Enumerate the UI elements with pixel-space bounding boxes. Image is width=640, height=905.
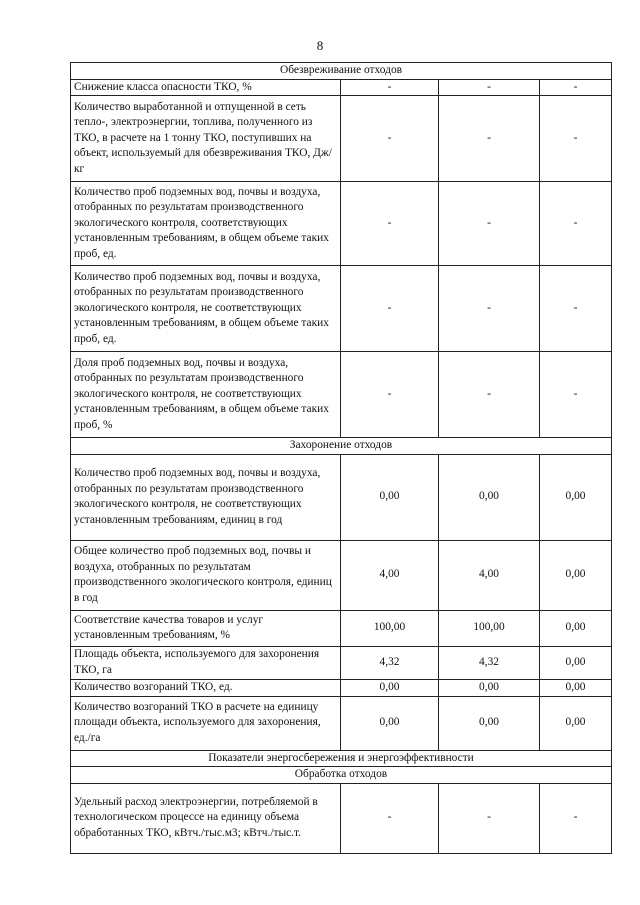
page-number: 8 (316, 38, 324, 53)
value-cell: - (439, 783, 540, 853)
value-cell: 0,00 (439, 454, 540, 540)
value-cell: - (341, 783, 439, 853)
table-row (71, 352, 612, 438)
section-header-row (71, 767, 612, 784)
table-row (71, 454, 612, 540)
value-cell: 0,00 (341, 696, 439, 750)
value-cell: - (439, 182, 540, 266)
table-row (71, 610, 612, 646)
indicator-label: Общее количество проб подземных вод, почвы и воздуха, отобранных по результатам производственного экологического контроля, единиц в год (71, 540, 341, 610)
indicator-label: Соответствие качества товаров и услуг установленным требованиям, % (71, 610, 341, 646)
value-cell: 0,00 (540, 540, 612, 610)
indicator-label: Количество проб подземных вод, почвы и воздуха, отобранных по результатам производственного экологического контроля, не соответствующих установленным требованиям, в общем объеме таких проб, ед. (71, 266, 341, 352)
value-cell: - (341, 352, 439, 438)
value-cell: - (439, 96, 540, 182)
value-cell: 100,00 (341, 610, 439, 646)
value-cell: 4,32 (439, 646, 540, 679)
value-cell: - (540, 79, 612, 96)
value-cell: - (540, 783, 612, 853)
value-cell: - (439, 352, 540, 438)
indicator-label: Площадь объекта, используемого для захоронения ТКО, га (71, 646, 341, 679)
value-cell: - (439, 266, 540, 352)
value-cell: - (540, 96, 612, 182)
indicator-label: Количество выработанной и отпущенной в сеть тепло-, электроэнергии, топлива, полученного из ТКО, в расчете на 1 тонну ТКО, поступивших на объект, используемый для обезвреживания ТКО, Дж/кг (71, 96, 341, 182)
table-row (71, 783, 612, 853)
section-title: Захоронение отходов (71, 438, 612, 455)
indicator-label: Количество возгораний ТКО в расчете на единицу площади объекта, используемого для захоронения, ед./га (71, 696, 341, 750)
indicator-label: Количество проб подземных вод, почвы и воздуха, отобранных по результатам производственного экологического контроля, не соответствующих установленным требованиям, единиц в год (71, 454, 341, 540)
value-cell: - (341, 96, 439, 182)
value-cell: 0,00 (341, 679, 439, 696)
value-cell: - (341, 182, 439, 266)
value-cell: 4,00 (341, 540, 439, 610)
indicator-label: Количество проб подземных вод, почвы и воздуха, отобранных по результатам производственного экологического контроля, соответствующих установленным требованиям, в общем объеме таких проб, ед. (71, 182, 341, 266)
value-cell: 0,00 (341, 454, 439, 540)
table-row (71, 646, 612, 679)
section-header-row (71, 750, 612, 767)
table-row (71, 96, 612, 182)
table-row (71, 79, 612, 96)
table-row (71, 266, 612, 352)
value-cell: 100,00 (439, 610, 540, 646)
table-row (71, 540, 612, 610)
value-cell: - (341, 266, 439, 352)
indicators-table (70, 62, 612, 854)
value-cell: 0,00 (540, 454, 612, 540)
indicator-label: Удельный расход электроэнергии, потребляемой в технологическом процессе на единицу объема обработанных ТКО, кВтч./тыс.м3; кВтч./тыс.т. (71, 783, 341, 853)
table-row (71, 696, 612, 750)
value-cell: 0,00 (439, 679, 540, 696)
table-row (71, 182, 612, 266)
section-header-row (71, 438, 612, 455)
value-cell: 0,00 (540, 646, 612, 679)
value-cell: - (540, 352, 612, 438)
value-cell: 0,00 (540, 679, 612, 696)
value-cell: 0,00 (540, 610, 612, 646)
value-cell: 0,00 (540, 696, 612, 750)
section-header-row (71, 63, 612, 80)
value-cell: - (540, 266, 612, 352)
value-cell: - (540, 182, 612, 266)
value-cell: - (341, 79, 439, 96)
value-cell: 0,00 (439, 696, 540, 750)
section-title: Показатели энергосбережения и энергоэффективности (71, 750, 612, 767)
section-title: Обработка отходов (71, 767, 612, 784)
value-cell: 4,32 (341, 646, 439, 679)
value-cell: 4,00 (439, 540, 540, 610)
table-row (71, 679, 612, 696)
indicator-label: Снижение класса опасности ТКО, % (71, 79, 341, 96)
section-title: Обезвреживание отходов (71, 63, 612, 80)
indicator-label: Количество возгораний ТКО, ед. (71, 679, 341, 696)
value-cell: - (439, 79, 540, 96)
indicator-label: Доля проб подземных вод, почвы и воздуха, отобранных по результатам производственного экологического контроля, не соответствующих установленным требованиям, в общем объеме таких проб, % (71, 352, 341, 438)
